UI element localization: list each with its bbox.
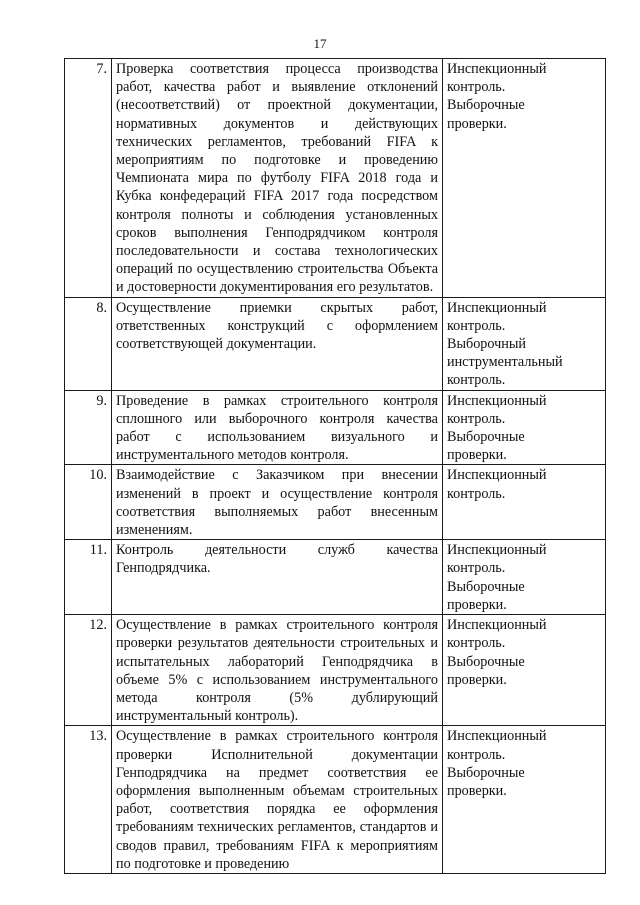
control-line: Выборочные bbox=[447, 578, 525, 595]
control-line: контроль. bbox=[447, 79, 506, 96]
page-number: 17 bbox=[313, 36, 327, 51]
control-line: контроль. bbox=[447, 317, 506, 334]
control-line: Выборочные bbox=[447, 429, 525, 446]
control-line: контроль. bbox=[447, 746, 506, 763]
control-line: контроль. bbox=[447, 635, 506, 652]
control-line: проверки. bbox=[447, 782, 507, 799]
row-description: Осуществление приемки скрытых работ, ответственных конструкций с оформлением соответствующей документации. bbox=[112, 297, 443, 390]
row-control-type bbox=[443, 726, 606, 874]
row-number: 11. bbox=[65, 540, 112, 615]
table-row bbox=[65, 615, 606, 726]
row-number: 7. bbox=[65, 59, 112, 298]
row-description: Контроль деятельности служб качества Генподрядчика. bbox=[112, 540, 443, 615]
row-description: Проверка соответствия процесса производства работ, качества работ и выявление отклонений (несоответствий) от проектной документации, нормативных документов и действующих технических регламентов, требований FIFA к мероприятиям по подготовке и проведению Чемпионата мира по футболу FIFA 2018 года и Кубка конфедераций FIFA 2017 года посредством контроля полноты и соблюдения установленных сроков выполнения Генподрядчиком контроля последовательности и состава технологических операций по осуществлению строительства Объекта и достоверности документирования его результатов. bbox=[112, 59, 443, 298]
row-control-type bbox=[443, 297, 606, 390]
row-number: 12. bbox=[65, 615, 112, 726]
table-row bbox=[65, 465, 606, 540]
row-control-type bbox=[443, 540, 606, 615]
row-control-type bbox=[443, 615, 606, 726]
control-line: Инспекционный bbox=[447, 728, 547, 745]
table-row bbox=[65, 540, 606, 615]
row-number: 13. bbox=[65, 726, 112, 874]
control-line: Выборочные bbox=[447, 764, 525, 781]
control-line: Инспекционный bbox=[447, 542, 547, 559]
control-line: Инспекционный bbox=[447, 61, 547, 77]
table-row bbox=[65, 297, 606, 390]
row-description: Осуществление в рамках строительного контроля проверки Исполнительной документации Генподрядчика на предмет соответствия ее оформления выполненным объемам строительных работ, соответствия порядка ее оформления требованиям технических регламентов, стандартов и сводов правил, требованиям FIFA к мероприятиям по подготовке и проведению bbox=[112, 726, 443, 874]
control-line: проверки. bbox=[447, 447, 507, 464]
row-control-type bbox=[443, 59, 606, 298]
control-line: Инспекционный bbox=[447, 299, 547, 316]
control-line: Инспекционный bbox=[447, 392, 547, 409]
row-number: 8. bbox=[65, 297, 112, 390]
control-line: инструментальный bbox=[447, 354, 563, 371]
control-line: Выборочный bbox=[447, 336, 526, 353]
control-line: проверки. bbox=[447, 671, 507, 688]
control-line: проверки. bbox=[447, 596, 507, 613]
control-line: проверки. bbox=[447, 115, 507, 132]
row-description: Осуществление в рамках строительного контроля проверки результатов деятельности строительных и испытательных лабораторий Генподрядчика в объеме 5% с использованием инструментального метода контроля (5% дублирующий инструментальный контроль). bbox=[112, 615, 443, 726]
control-table bbox=[64, 58, 606, 874]
row-description: Проведение в рамках строительного контроля сплошного или выборочного контроля качества работ с использованием визуального и инструментального методов контроля. bbox=[112, 390, 443, 465]
row-control-type bbox=[443, 390, 606, 465]
control-line: Инспекционный bbox=[447, 467, 547, 484]
table-row bbox=[65, 726, 606, 874]
table-row bbox=[65, 390, 606, 465]
control-line: контроль. bbox=[447, 372, 506, 389]
control-line: контроль. bbox=[447, 410, 506, 427]
control-line: Инспекционный bbox=[447, 617, 547, 634]
row-description: Взаимодействие с Заказчиком при внесении изменений в проект и осуществление контроля соответствия выполняемых работ внесенным изменениям. bbox=[112, 465, 443, 540]
control-line: контроль. bbox=[447, 485, 506, 502]
row-number: 10. bbox=[65, 465, 112, 540]
row-control-type bbox=[443, 465, 606, 540]
control-line: Выборочные bbox=[447, 97, 525, 114]
control-line: контроль. bbox=[447, 560, 506, 577]
control-line: Выборочные bbox=[447, 653, 525, 670]
table-row bbox=[65, 59, 606, 298]
row-number: 9. bbox=[65, 390, 112, 465]
